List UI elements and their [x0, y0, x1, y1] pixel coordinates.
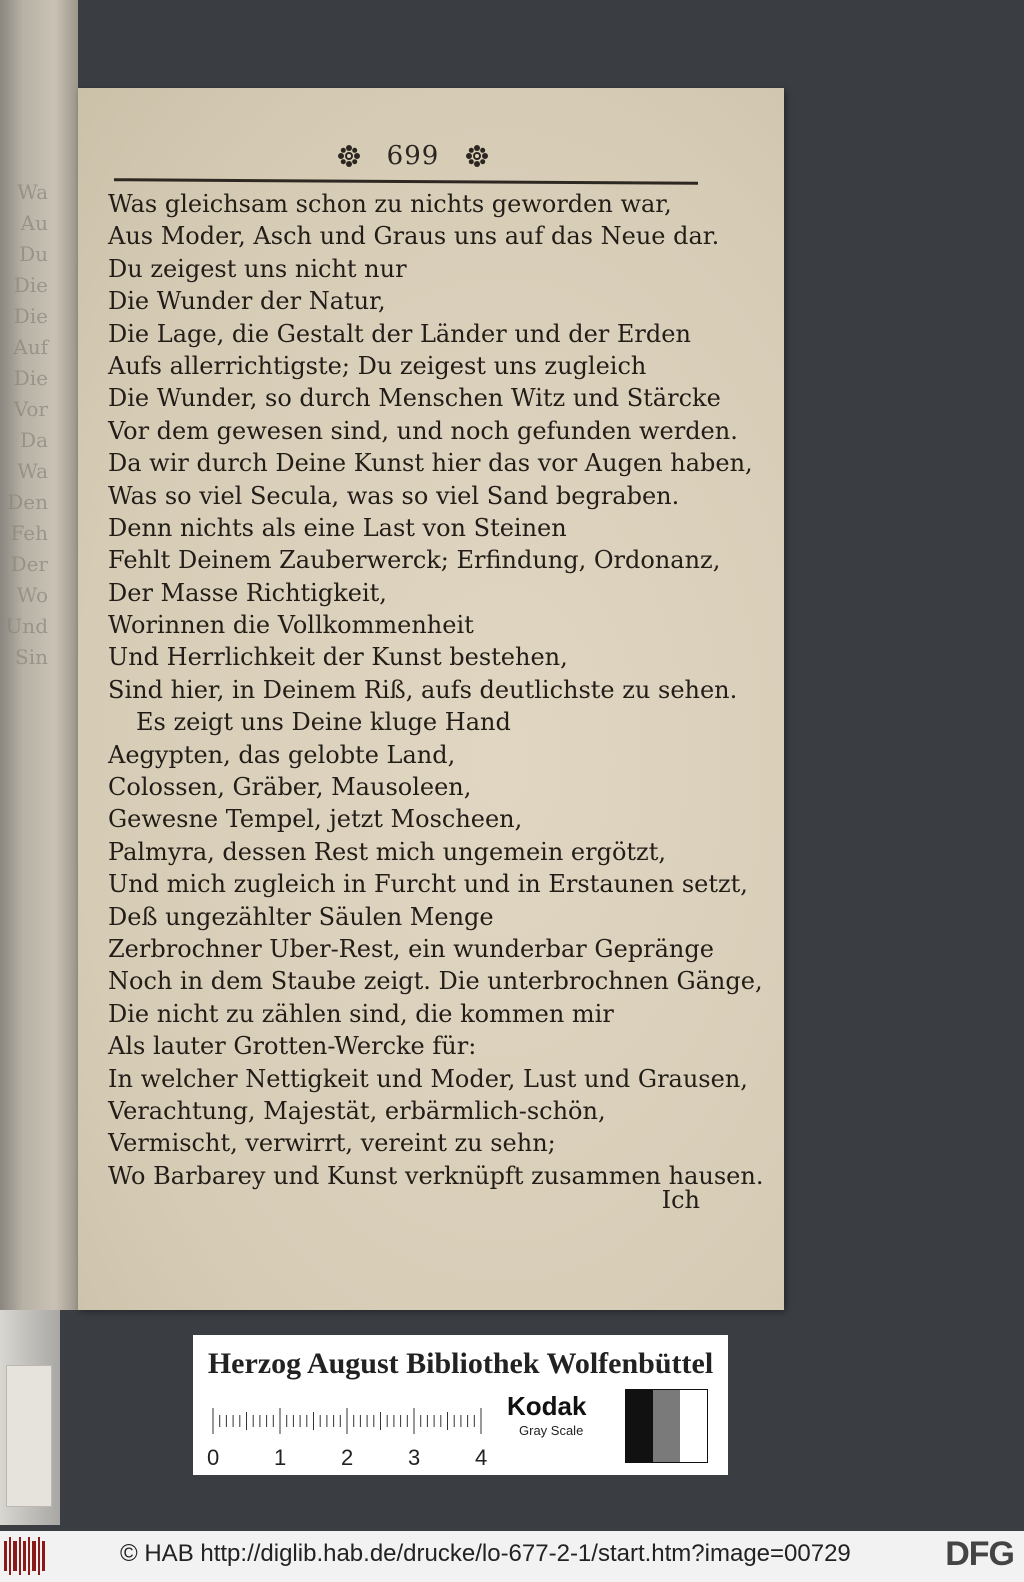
previous-page-fragment: Sin — [15, 645, 48, 669]
previous-page-fragment: Wa — [17, 459, 48, 483]
previous-page-fragment: Wa — [17, 180, 48, 204]
verse-line: Die nicht zu zählen sind, die kommen mir — [108, 999, 614, 1028]
page-header — [328, 138, 498, 174]
page-number: 699 — [386, 141, 440, 171]
previous-page-fragment: Die — [13, 304, 48, 328]
verse-line: Aufs allerrichtigste; Du zeigest uns zugleich — [108, 351, 647, 380]
verse-line: Es zeigt uns Deine kluge Hand — [136, 708, 511, 737]
verse-line: Colossen, Gräber, Mausoleen, — [108, 773, 472, 802]
previous-page-fragment: Auf — [13, 335, 48, 359]
previous-page-fragment: Feh — [10, 521, 48, 545]
book-page — [78, 88, 784, 1310]
verse-line: Die Lage, die Gestalt der Länder und der Erden — [108, 319, 691, 348]
verse-line: Fehlt Deinem Zauberwerck; Erfindung, Ordonanz, — [108, 546, 721, 575]
previous-page-text — [2, 180, 48, 667]
previous-page-fragment: Vor — [13, 397, 48, 421]
previous-page-fragment: Du — [19, 242, 48, 266]
verse-line: Was gleichsam schon zu nichts geworden war, — [108, 190, 672, 218]
verse-line: Und Herrlichkeit der Kunst bestehen, — [108, 643, 568, 672]
verse-line: Worinnen die Vollkommenheit — [108, 611, 474, 640]
verse-line: Vor dem gewesen sind, und noch gefunden werden. — [108, 416, 738, 445]
gray-patch — [680, 1390, 707, 1462]
verse-line: In welcher Nettigkeit und Moder, Lust und Grausen, — [108, 1064, 748, 1093]
ruler-number: 0 — [207, 1445, 220, 1470]
previous-page-edge — [0, 0, 78, 1310]
verse-line: Zerbrochner Uber-Rest, ein wunderbar Gepränge — [108, 934, 714, 963]
ruler-number: 1 — [274, 1445, 287, 1470]
spine-label — [6, 1365, 52, 1507]
verse-line: Sind hier, in Deinem Riß, aufs deutlichste zu sehen. — [108, 675, 738, 704]
previous-page-fragment: Da — [20, 428, 48, 452]
flower-ornament-icon — [337, 144, 361, 168]
ruler-number: 2 — [341, 1445, 354, 1470]
verse-line: Vermischt, verwirrt, vereint zu sehn; — [108, 1129, 556, 1158]
previous-page-fragment: Die — [13, 273, 48, 297]
gray-patch — [653, 1390, 680, 1462]
previous-page-fragment: Die — [13, 366, 48, 390]
gray-patch — [626, 1390, 653, 1462]
verse-line: Die Wunder, so durch Menschen Witz und Stärcke — [108, 384, 721, 413]
color-calibration-card — [193, 1335, 728, 1475]
card-title: Herzog August Bibliothek Wolfenbüttel — [207, 1347, 714, 1380]
ruler-number: 4 — [475, 1445, 488, 1470]
footer-bar — [0, 1531, 1024, 1582]
previous-page-fragment: Und — [5, 614, 48, 638]
previous-page-fragment: Den — [7, 490, 48, 514]
ruler-scale — [207, 1393, 491, 1473]
kodak-logo: Kodak — [507, 1391, 587, 1421]
verse-line: Als lauter Grotten-Wercke für: — [108, 1032, 477, 1061]
previous-page-fragment: Wo — [16, 583, 48, 607]
verse-line: Denn nichts als eine Last von Steinen — [108, 513, 567, 542]
poem-text — [108, 188, 764, 1192]
footer-url[interactable]: © HAB http://diglib.hab.de/drucke/lo-677-2-1/start.htm?image=00729 — [120, 1540, 851, 1567]
verse-line: Verachtung, Majestät, erbärmlich-schön, — [108, 1096, 606, 1125]
verse-line: Und mich zugleich in Furcht und in Erstaunen setzt, — [108, 870, 748, 899]
verse-line: Da wir durch Deine Kunst hier das vor Augen haben, — [108, 449, 753, 478]
barcode-icon — [4, 1537, 48, 1575]
header-rule — [114, 178, 698, 185]
previous-page-fragment: Au — [20, 211, 48, 235]
verse-line: Palmyra, dessen Rest mich ungemein ergötzt, — [108, 837, 666, 866]
gray-patches — [625, 1389, 708, 1463]
flower-ornament-icon — [465, 144, 489, 168]
verse-line: Der Masse Richtigkeit, — [108, 578, 387, 607]
verse-line: Die Wunder der Natur, — [108, 287, 386, 316]
catchword: Ich — [661, 1186, 700, 1214]
verse-line: Was so viel Secula, was so viel Sand begraben. — [108, 481, 680, 510]
verse-line: Gewesne Tempel, jetzt Moscheen, — [108, 805, 523, 834]
verse-line: Aegypten, das gelobte Land, — [108, 740, 456, 769]
verse-line: Noch in dem Staube zeigt. Die unterbrochnen Gänge, — [108, 967, 763, 996]
previous-page-fragment: Der — [10, 552, 48, 576]
verse-line: Du zeigest uns nicht nur — [108, 254, 407, 283]
gray-scale-label: Gray Scale — [519, 1423, 584, 1438]
ruler-number: 3 — [408, 1445, 421, 1470]
verse-line: Wo Barbarey und Kunst verknüpft zusammen hausen. — [108, 1161, 764, 1190]
dfg-logo: DFG — [945, 1535, 1014, 1573]
verse-line: Aus Moder, Asch und Graus uns auf das Neue dar. — [108, 222, 720, 251]
verse-line: Deß ungezählter Säulen Menge — [108, 902, 494, 931]
